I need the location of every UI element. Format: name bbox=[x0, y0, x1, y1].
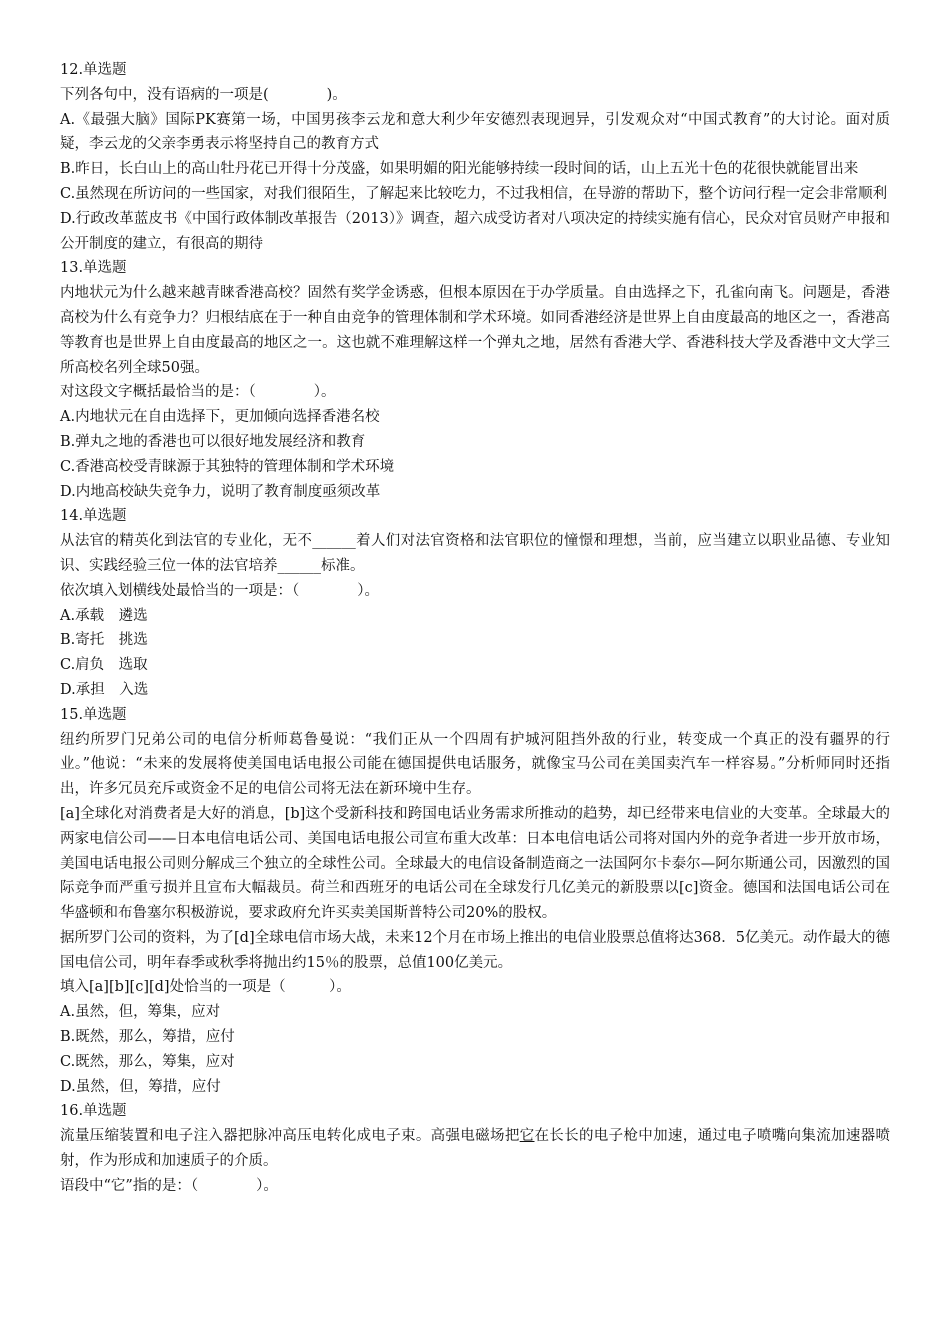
question-14-option-a: A.承载 遴选 bbox=[60, 607, 148, 624]
document-page bbox=[60, 58, 890, 1199]
question-14-passage: 从法官的精英化到法官的专业化，无不______着人们对法官资格和法官职位的憧憬和理想，当前，应当建立以职业品德、专业知识、实践经验三位一体的法官培养______标准。 bbox=[60, 533, 890, 574]
question-13-header: 13.单选题 bbox=[60, 260, 127, 277]
question-16-passage-after: 在长长的电子枪中加速，通过电子喷嘴向集流加速器喷射，作为形成和加速质子的介质。 bbox=[60, 1128, 891, 1170]
question-12-header: 12.单选题 bbox=[60, 62, 127, 78]
question-12-option-a: A.《最强大脑》国际PK赛第一场，中国男孩李云龙和意大利少年安德烈表现迥异，引发观众对“中国式教育”的大讨论。面对质疑，李云龙的父亲李勇表示将坚持自己的教育方式 bbox=[60, 111, 890, 153]
question-14-option-d: D.承担 入选 bbox=[60, 681, 149, 698]
question-15-option-a: A.虽然，但，筹集，应对 bbox=[60, 1004, 221, 1021]
question-16-header: 16.单选题 bbox=[60, 1103, 127, 1120]
question-14-option-c: C.肩负 选取 bbox=[60, 657, 148, 674]
question-12-option-d: D.行政改革蓝皮书《中国行政体制改革报告（2013）》调查，超六成受访者对八项决定的持续实施有信心，民众对官员财产申报和公开制度的建立，有很高的期待 bbox=[60, 210, 890, 252]
question-16-underlined-word: 它 bbox=[519, 1128, 535, 1145]
question-15-stem: 填入[a][b][c][d]处恰当的一项是（ ）。 bbox=[60, 979, 351, 996]
question-13-option-a: A.内地状元在自由选择下，更加倾向选择香港名校 bbox=[60, 409, 380, 426]
question-12-option-b: B.昨日，长白山上的高山牡丹花已开得十分茂盛，如果明媚的阳光能够持续一段时间的话，山上五光十色的花很快就能冒出来 bbox=[60, 161, 859, 178]
question-12-stem: 下列各句中，没有语病的一项是( )。 bbox=[60, 86, 347, 103]
question-14-stem: 依次填入划横线处最恰当的一项是：（ ）。 bbox=[60, 582, 379, 599]
question-13-stem: 对这段文字概括最恰当的是：（ ）。 bbox=[60, 384, 336, 401]
question-15-option-b: B.既然，那么，筹措，应付 bbox=[60, 1029, 235, 1046]
question-16-passage bbox=[60, 1124, 890, 1174]
question-15-paragraph-1: 纽约所罗门兄弟公司的电信分析师葛鲁曼说：“我们正从一个四周有护城河阻挡外敌的行业，转变成一个真正的没有疆界的行业。”他说：“未来的发展将使美国电话电报公司能在德国提供电话服务，就像宝马公司在美国卖汽车一样容易。”分析师同时还指出，许多冗员充斥或资金不足的电信公司将无法在新环境中生存。 bbox=[60, 731, 890, 798]
question-13-option-b: B.弹丸之地的香港也可以很好地发展经济和教育 bbox=[60, 433, 366, 450]
question-16-passage-before: 流量压缩装置和电子注入器把脉冲高压电转化成电子束。高强电磁场把 bbox=[60, 1128, 520, 1145]
question-15-option-d: D.虽然，但，筹措，应付 bbox=[60, 1078, 221, 1095]
question-13-passage: 内地状元为什么越来越青睐香港高校？固然有奖学金诱惑，但根本原因在于办学质量。自由选择之下，孔雀向南飞。问题是，香港高校为什么有竞争力？归根结底在于一种自由竞争的管理体制和学术环境。如同香港经济是世界上自由度最高的地区之一，香港高等教育也是世界上自由度最高的地区之一。这也就不难理解这样一个弹丸之地，居然有香港大学、香港科技大学及香港中文大学三所高校名列全球50强。 bbox=[60, 285, 890, 376]
question-15-paragraph-3: 据所罗门公司的资料，为了[d]全球电信市场大战，未来12个月在市场上推出的电信业股票总值将达368．5亿美元。动作最大的德国电信公司，明年春季或秋季将抛出约15％的股票，总值100亿美元。 bbox=[60, 929, 890, 971]
question-13-option-c: C.香港高校受青睐源于其独特的管理体制和学术环境 bbox=[60, 458, 395, 475]
question-15-paragraph-2: [a]全球化对消费者是大好的消息，[b]这个受新科技和跨国电话业务需求所推动的趋势，却已经带来电信业的大变革。全球最大的两家电信公司——日本电信电话公司、美国电话电报公司宣布重大改革：日本电信电话公司将对国内外的竞争者进一步开放市场，美国电话电报公司则分解成三个独立的全球性公司。全球最大的电信设备制造商之一法国阿尔卡泰尔—阿尔斯通公司，因激烈的国际竞争而严重亏损并且宣布大幅裁员。荷兰和西班牙的电话公司在全球发行几亿美元的新股票以[c]资金。德国和法国电话公司在华盛顿和布鲁塞尔积极游说，要求政府允许买卖美国斯普特公司20%的股权。 bbox=[60, 805, 890, 922]
question-14-header: 14.单选题 bbox=[60, 508, 127, 525]
question-16-stem: 语段中“它”指的是：（ ）。 bbox=[60, 1177, 278, 1194]
question-15-option-c: C.既然，那么，筹集，应对 bbox=[60, 1053, 235, 1070]
question-14-option-b: B.寄托 挑选 bbox=[60, 632, 148, 649]
question-15-header: 15.单选题 bbox=[60, 706, 127, 723]
question-12-option-c: C.虽然现在所访问的一些国家，对我们很陌生，了解起来比较吃力，不过我相信，在导游的帮助下，整个访问行程一定会非常顺利 bbox=[60, 185, 888, 202]
question-13-option-d: D.内地高校缺失竞争力，说明了教育制度亟须改革 bbox=[60, 483, 381, 500]
